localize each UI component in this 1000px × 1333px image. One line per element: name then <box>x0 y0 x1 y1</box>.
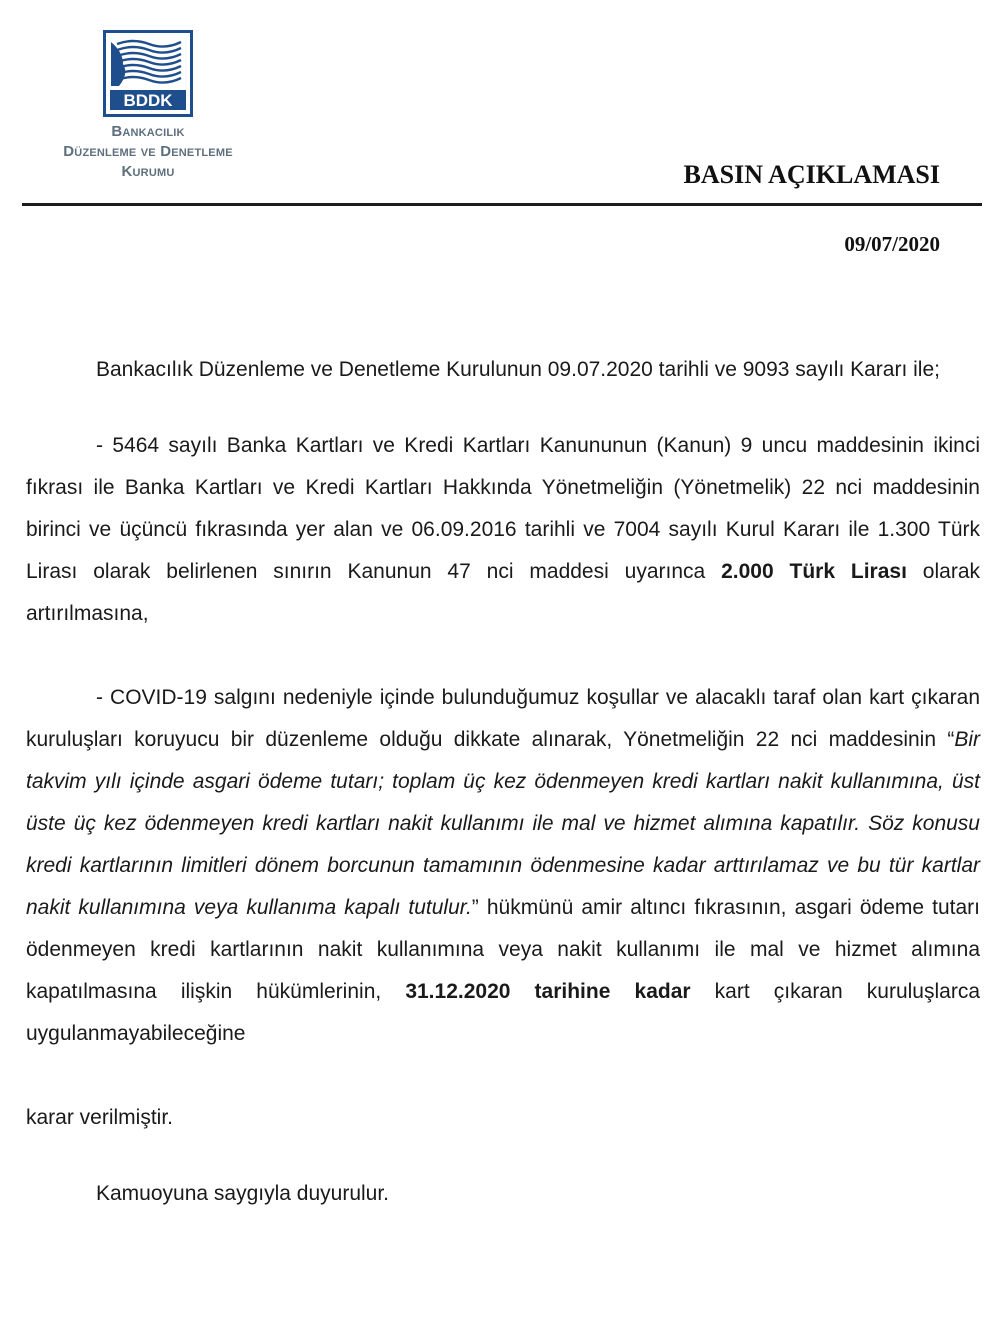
organization-name <box>30 122 266 182</box>
new-limit-amount: 2.000 Türk Lirası <box>721 560 907 583</box>
document-date: 09/07/2020 <box>844 232 940 256</box>
org-name-line-2: Düzenleme ve Denetleme <box>63 143 233 160</box>
intro-paragraph: Bankacılık Düzenleme ve Denetleme Kurulunun 09.07.2020 tarihli ve 9093 sayılı Kararı ile; <box>96 358 940 381</box>
document-body <box>26 349 980 1215</box>
item-1-paragraph: - 5464 sayılı Banka Kartları ve Kredi Kartları Kanununun (Kanun) 9 uncu maddesinin ikinci fıkrası ile Banka Kartları ve Kredi Kartları Hakkında Yönetmeliğin (Yönetmelik) 22 nci maddesinin birinci ve üçüncü fıkrasında yer alan ve 06.09.2016 tarihli ve 7004 sayılı Kurul Kararı ile 1.300 Türk Lirası olarak belirlenen sınırın Kanunun 47 nci maddesi uyarınca 2.000 Türk Lirası olarak artırılmasına, <box>26 434 980 625</box>
document-title: BASIN AÇIKLAMASI <box>683 160 940 189</box>
org-name-line-1: Bankacılık <box>111 123 185 140</box>
item-2-paragraph: - COVID-19 salgını nedeniyle içinde bulunduğumuz koşullar ve alacaklı taraf olan kart çıkaran kuruluşları koruyucu bir düzenleme olduğu dikkate alınarak, Yönetmeliğin 22 nci maddesinin “Bir takvim yılı içinde asgari ödeme tutarı; toplam üç kez ödenmeyen kredi kartları nakit kullanımına, üst üste üç kez ödenmeyen kredi kartları nakit kullanımı ile mal ve hizmet alımına kapatılır. Söz konusu kredi kartlarının limitleri dönem borcunun tamamının ödenmesine kadar arttırılamaz ve bu tür kartlar nakit kullanımına veya kullanıma kapalı tutulur.” hükmünü amir altıncı fıkrasının, asgari ödeme tutarı ödenmeyen kredi kartlarının nakit kullanımına veya nakit kullanımı ile mal ve hizmet alımına kapatılmasına ilişkin hükümlerinin, 31.12.2020 tarihine kadar kart çıkaran kuruluşlarca uygulanmayabileceğine <box>26 686 980 1045</box>
decision-line: karar verilmiştir. <box>26 1106 174 1129</box>
header-divider <box>22 203 982 206</box>
closing-line: Kamuoyuna saygıyla duyurulur. <box>96 1182 390 1205</box>
logo-text: BDDK <box>123 91 173 110</box>
quoted-regulation: Bir takvim yılı içinde asgari ödeme tutarı; toplam üç kez ödenmeyen kredi kartları nakit kullanımına, üst üste üç kez ödenmeyen kredi kartları nakit kullanımı ile mal ve hizmet alımına kapatılır. Söz konusu kredi kartlarının limitleri dönem borcunun tamamının ödenmesine kadar arttırılamaz ve bu tür kartlar nakit kullanımına veya kullanıma kapalı tutulur. <box>26 728 980 919</box>
deadline-date: 31.12.2020 tarihine kadar <box>405 980 691 1003</box>
bddk-logo <box>103 30 193 117</box>
org-name-line-3: Kurumu <box>121 163 175 180</box>
